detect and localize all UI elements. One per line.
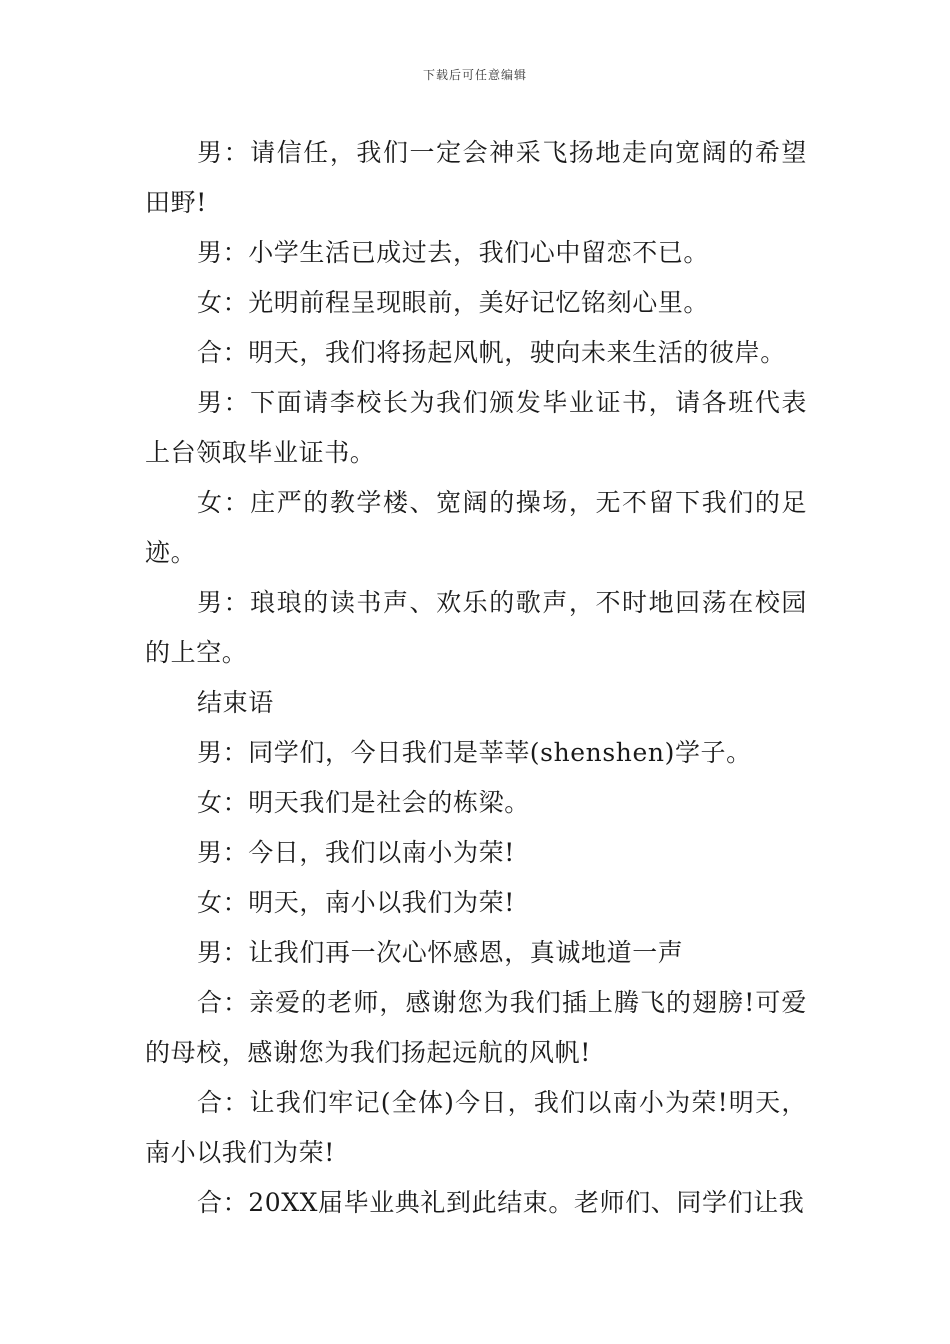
paragraph: 女：庄严的教学楼、宽阔的操场，无不留下我们的足迹。 (145, 488, 807, 567)
paragraph: 男：请信任，我们一定会神采飞扬地走向宽阔的希望田野! (145, 138, 807, 217)
paragraph: 女：明天我们是社会的栋梁。 (197, 788, 530, 817)
paragraph: 男：同学们，今日我们是莘莘(shenshen)学子。 (197, 738, 752, 767)
paragraph: 男：下面请李校长为我们颁发毕业证书，请各班代表上台领取毕业证书。 (145, 388, 807, 467)
paragraph: 女：光明前程呈现眼前，美好记忆铭刻心里。 (197, 288, 710, 317)
paragraph: 男：小学生活已成过去，我们心中留恋不已。 (197, 238, 710, 267)
section-heading: 结束语 (197, 688, 274, 717)
document-body (145, 128, 807, 1228)
paragraph: 男：琅琅的读书声、欢乐的歌声，不时地回荡在校园的上空。 (145, 588, 807, 667)
paragraph: 男：让我们再一次心怀感恩，真诚地道一声 (197, 938, 684, 967)
paragraph: 合：亲爱的老师，感谢您为我们插上腾飞的翅膀!可爱的母校，感谢您为我们扬起远航的风帆! (145, 988, 807, 1067)
page-header-note: 下载后可任意编辑 (422, 68, 527, 82)
paragraph: 合：20XX届毕业典礼到此结束。老师们、同学们让我 (197, 1188, 805, 1217)
paragraph: 女：明天，南小以我们为荣! (197, 888, 515, 917)
paragraph: 男：今日，我们以南小为荣! (197, 838, 515, 867)
paragraph: 合：明天，我们将扬起风帆，驶向未来生活的彼岸。 (197, 338, 786, 367)
paragraph: 合：让我们牢记(全体)今日，我们以南小为荣!明天，南小以我们为荣! (145, 1088, 807, 1167)
